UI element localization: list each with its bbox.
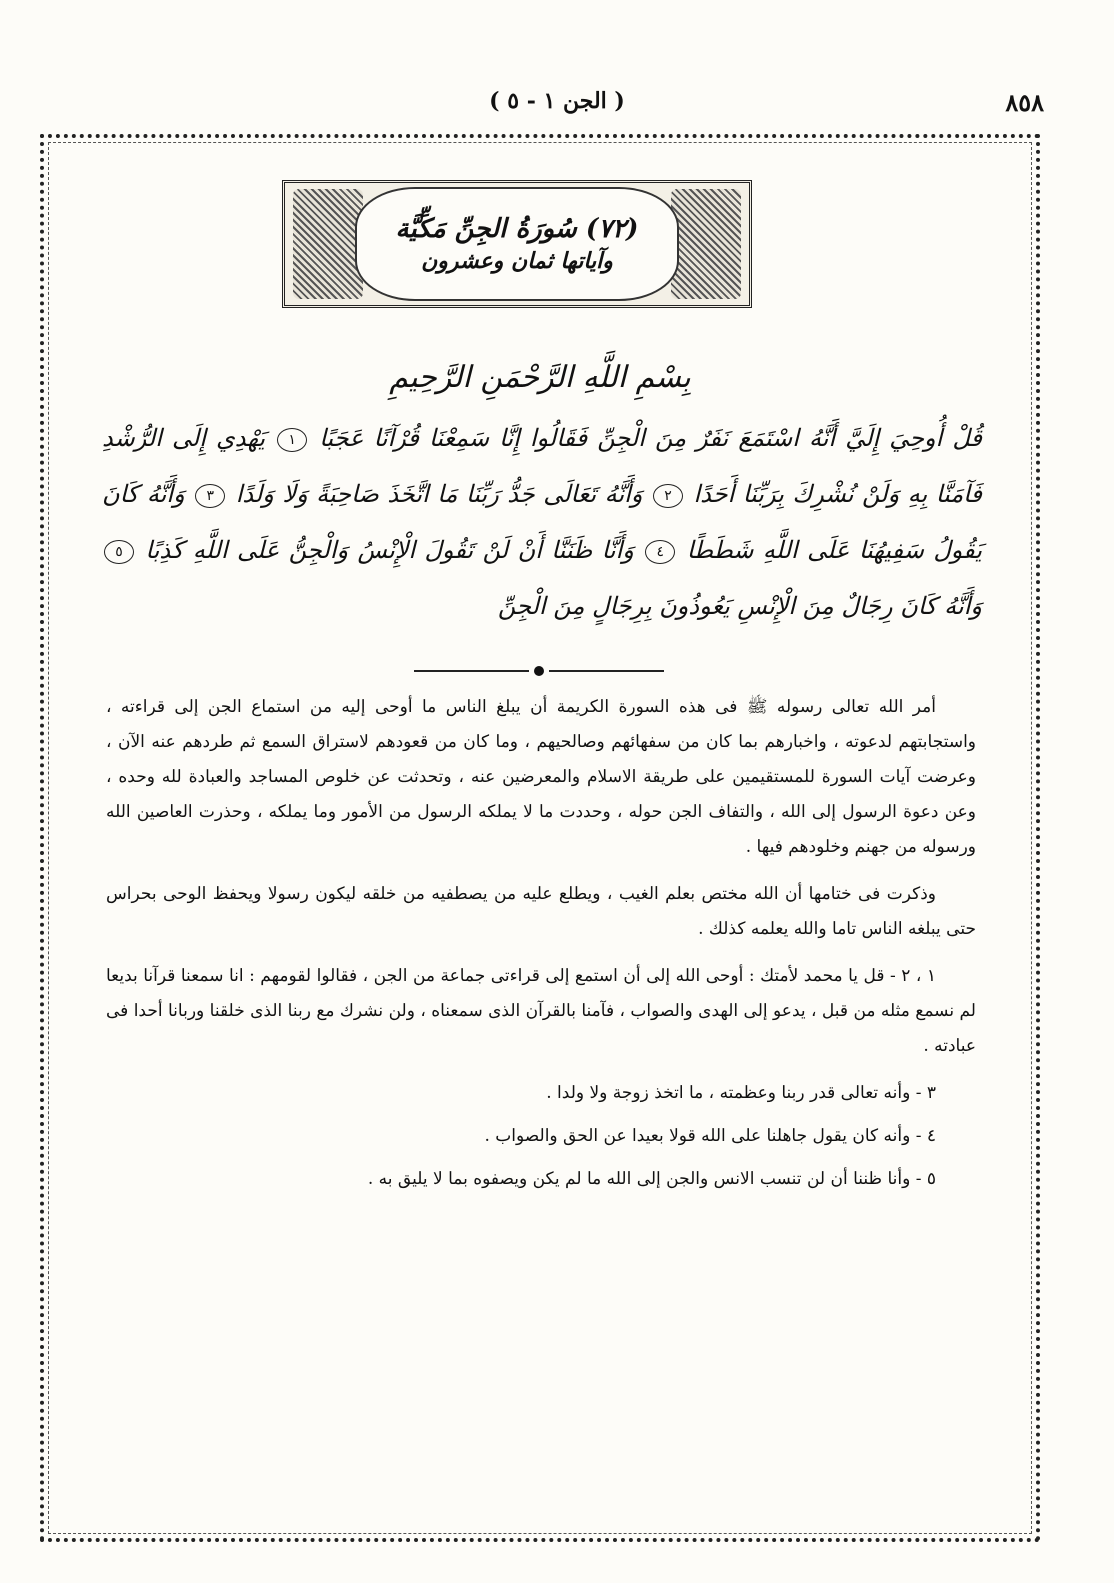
ayah-text: قُلْ أُوحِيَ إِلَيَّ أَنَّهُ اسْتَمَعَ نَفَرٌ مِنَ الْجِنِّ فَقَالُوا إِنَّا سَمِعْنَا قُرْآنًا عَجَبًا <box>319 424 982 452</box>
page-frame <box>40 134 1040 1542</box>
ayah-text: وَأَنَّهُ كَانَ رِجَالٌ مِنَ الْإِنْسِ يَعُوذُونَ بِرِجَالٍ مِنَ الْجِنِّ <box>497 592 982 620</box>
divider-line-right <box>549 670 664 672</box>
banner-center <box>355 187 679 301</box>
ayah-number: ٢ <box>653 484 683 508</box>
divider-dot <box>534 666 544 676</box>
ayah-number: ٥ <box>104 540 134 564</box>
ayah-text: وَأَنَّهُ تَعَالَى جَدُّ رَبِّنَا مَا اتَّخَذَ صَاحِبَةً وَلَا وَلَدًا <box>235 480 643 508</box>
page-number: ٨٥٨ <box>1005 88 1044 117</box>
ayah-text: يَهْدِي إِلَى الرُّشْدِ فَآمَنَّا بِهِ وَلَنْ نُشْرِكَ بِرَبِّنَا أَحَدًا <box>102 424 982 508</box>
intro-paragraph-2: وذكرت فى ختامها أن الله مختص بعلم الغيب ، ويطلع عليه من يصطفيه من خلقه ليكون رسولا ويحفظ الوحى بحراس حتى يبلغه الناس تاما والله يعلمه كذلك . <box>106 884 976 939</box>
section-divider <box>414 664 664 678</box>
divider-line-left <box>414 670 529 672</box>
basmala: بِسْمِ اللَّهِ الرَّحْمَنِ الرَّحِيمِ <box>389 360 691 395</box>
verse-note-1-2: ١ ، ٢ - قل يا محمد لأمتك : أوحى الله إلى أن استمع إلى قراءتى جماعة من الجن ، فقالوا لقومهم : انا سمعنا قرآنا بديعا لم نسمع مثله من قبل ، يدعو إلى الهدى والصواب ، فآمنا بالقرآن الذى سمعناه ، ولن نشرك مع ربنا الذى خلقنا وربانا أحدا فى عبادته . <box>106 966 976 1056</box>
ornament-right <box>671 189 741 299</box>
verse-note-5: ٥ - وأنا ظننا أن لن تنسب الانس والجن إلى الله ما لم يكن ويصفوه بما لا يليق به . <box>367 1169 936 1189</box>
running-header: ( الجن ١ - ٥ ) <box>489 88 625 114</box>
verse-note-4: ٤ - وأنه كان يقول جاهلنا على الله قولا بعيدا عن الحق والصواب . <box>484 1126 936 1146</box>
surah-title: (٧٢) سُورَةُ الجِنِّ مَكِّيَّة <box>395 214 639 244</box>
ayah-text: وَأَنَّا ظَنَنَّا أَنْ لَنْ تَقُولَ الْإِنْسُ وَالْجِنُّ عَلَى اللَّهِ كَذِبًا <box>145 536 634 564</box>
ornament-left <box>293 189 363 299</box>
quran-text <box>102 410 982 634</box>
commentary <box>106 690 976 1205</box>
ayah-number: ١ <box>277 428 307 452</box>
intro-paragraph-1: أمر الله تعالى رسوله ﷺ فى هذه السورة الكريمة أن يبلغ الناس ما أوحى إليه من استماع الجن إلى قراءته ، واستجابتهم لدعوته ، واخبارهم بما كان من سفهائهم وصالحيهم ، وما كان من قعودهم لاستراق السمع ثم طردهم عنه الآن ، وعرضت آيات السورة للمستقيمين على طريقة الاسلام والمعرضين عنه ، وتحدثت عن خلوص المساجد والعبادة لله وحده ، وعن دعوة الرسول إلى الله ، والتفاف الجن حوله ، وحددت ما لا يملكه الرسول من الأمور وما يملكه ، وحذرت العاصين الله ورسوله من جهنم وخلودهم فيها . <box>106 697 976 857</box>
surah-verse-count: وآياتها ثمان وعشرون <box>421 248 613 274</box>
ayah-number: ٣ <box>195 484 225 508</box>
ayah-number: ٤ <box>645 540 675 564</box>
surah-banner <box>282 180 752 308</box>
ayah-text: وَأَنَّهُ كَانَ يَقُولُ سَفِيهُنَا عَلَى اللَّهِ شَطَطًا <box>102 480 982 564</box>
verse-note-3: ٣ - وأنه تعالى قدر ربنا وعظمته ، ما اتخذ زوجة ولا ولدا . <box>546 1083 936 1103</box>
